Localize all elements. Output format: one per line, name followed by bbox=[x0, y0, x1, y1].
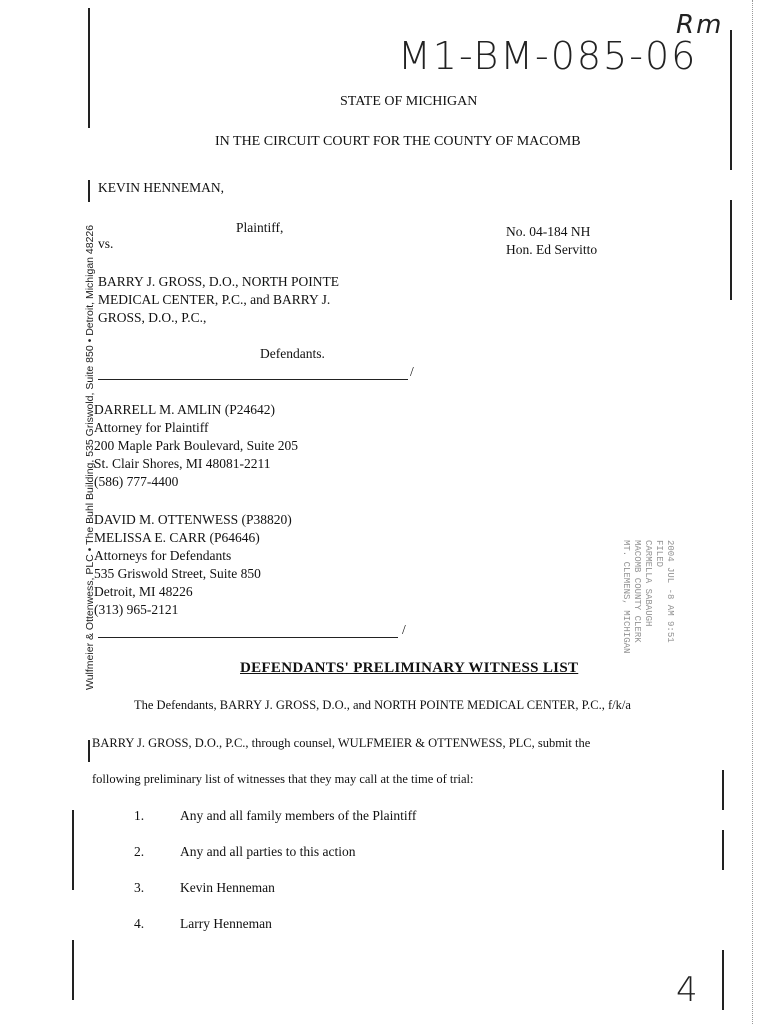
list-item: Larry Henneman bbox=[180, 916, 272, 931]
defense-attorney-line: 535 Griswold Street, Suite 850 bbox=[94, 566, 261, 581]
margin-bar bbox=[722, 770, 724, 810]
margin-bar bbox=[730, 30, 732, 170]
plaintiff-attorney-line: DARRELL M. AMLIN (P24642) bbox=[94, 402, 275, 417]
case-number: No. 04-184 NH bbox=[506, 224, 591, 239]
plaintiff-attorney-line: Attorney for Plaintiff bbox=[94, 420, 209, 435]
plaintiff-role: Plaintiff, bbox=[236, 220, 284, 235]
margin-bar bbox=[88, 740, 90, 762]
caption-divider-end: / bbox=[410, 364, 414, 379]
plaintiff-attorney-line: 200 Maple Park Boulevard, Suite 205 bbox=[94, 438, 298, 453]
attorney-divider bbox=[98, 637, 398, 638]
defense-attorney-line: Detroit, MI 48226 bbox=[94, 584, 193, 599]
body-line: following preliminary list of witnesses that they may call at the time of trial: bbox=[92, 772, 474, 786]
court-heading: IN THE CIRCUIT COURT FOR THE COUNTY OF MACOMB bbox=[215, 134, 581, 149]
list-item: Any and all family members of the Plaintiff bbox=[180, 808, 417, 823]
body-line: BARRY J. GROSS, D.O., P.C., through counsel, WULFMEIER & OTTENWESS, PLC, submit the bbox=[92, 736, 591, 750]
stamp-line: CARMELLA SABAUGH bbox=[643, 540, 653, 627]
stamp-line: 2004 JUL -8 AM 9:51 bbox=[665, 540, 675, 643]
list-item-number: 2. bbox=[134, 844, 145, 859]
plaintiff-name: KEVIN HENNEMAN, bbox=[98, 180, 224, 195]
body-line: The Defendants, BARRY J. GROSS, D.O., and NORTH POINTE MEDICAL CENTER, P.C., f/k/a bbox=[134, 698, 631, 712]
handwritten-case-number: M1-BM-085-06 bbox=[398, 34, 698, 78]
margin-bar bbox=[722, 950, 724, 1010]
margin-bar bbox=[722, 830, 724, 870]
margin-bar bbox=[88, 180, 90, 202]
stamp-line: MACOMB COUNTY CLERK bbox=[632, 540, 642, 643]
list-item: Any and all parties to this action bbox=[180, 844, 356, 859]
document-title: DEFENDANTS' PRELIMINARY WITNESS LIST bbox=[240, 660, 579, 676]
page-edge-dots bbox=[752, 0, 753, 1024]
attorney-divider-end: / bbox=[402, 622, 406, 637]
margin-bar bbox=[72, 810, 74, 890]
defendant-line: MEDICAL CENTER, P.C., and BARRY J. bbox=[98, 292, 331, 307]
handwritten-initials: Rm bbox=[676, 10, 724, 40]
defendant-line: GROSS, D.O., P.C., bbox=[98, 310, 207, 325]
list-item-number: 4. bbox=[134, 916, 145, 931]
margin-bar bbox=[88, 8, 90, 128]
defense-attorney-line: (313) 965-2121 bbox=[94, 602, 179, 617]
defendants-role: Defendants. bbox=[260, 346, 325, 361]
handwritten-page-mark: 4 bbox=[676, 970, 700, 1010]
list-item-number: 3. bbox=[134, 880, 145, 895]
judge-name: Hon. Ed Servitto bbox=[506, 242, 598, 257]
defense-attorney-line: DAVID M. OTTENWESS (P38820) bbox=[94, 512, 292, 527]
stamp-line: MT. CLEMENS, MICHIGAN bbox=[621, 540, 631, 654]
caption-divider bbox=[98, 379, 408, 380]
defense-attorney-line: Attorneys for Defendants bbox=[94, 548, 232, 563]
plaintiff-attorney-line: St. Clair Shores, MI 48081-2211 bbox=[94, 456, 271, 471]
plaintiff-attorney-line: (586) 777-4400 bbox=[94, 474, 179, 489]
margin-bar bbox=[72, 940, 74, 1000]
state-heading: STATE OF MICHIGAN bbox=[340, 94, 478, 109]
stamp-line: FILED bbox=[654, 540, 664, 568]
firm-sidebar-text: Wulfmeier & Ottenwess, PLC • The Buhl Building, 535 Griswold, Suite 850 • Detroit, Michigan 48226 bbox=[84, 224, 96, 690]
list-item: Kevin Henneman bbox=[180, 880, 275, 895]
defendant-line: BARRY J. GROSS, D.O., NORTH POINTE bbox=[98, 274, 339, 289]
list-item-number: 1. bbox=[134, 808, 145, 823]
margin-bar bbox=[730, 200, 732, 300]
versus-label: vs. bbox=[98, 236, 114, 251]
defense-attorney-line: MELISSA E. CARR (P64646) bbox=[94, 530, 260, 545]
